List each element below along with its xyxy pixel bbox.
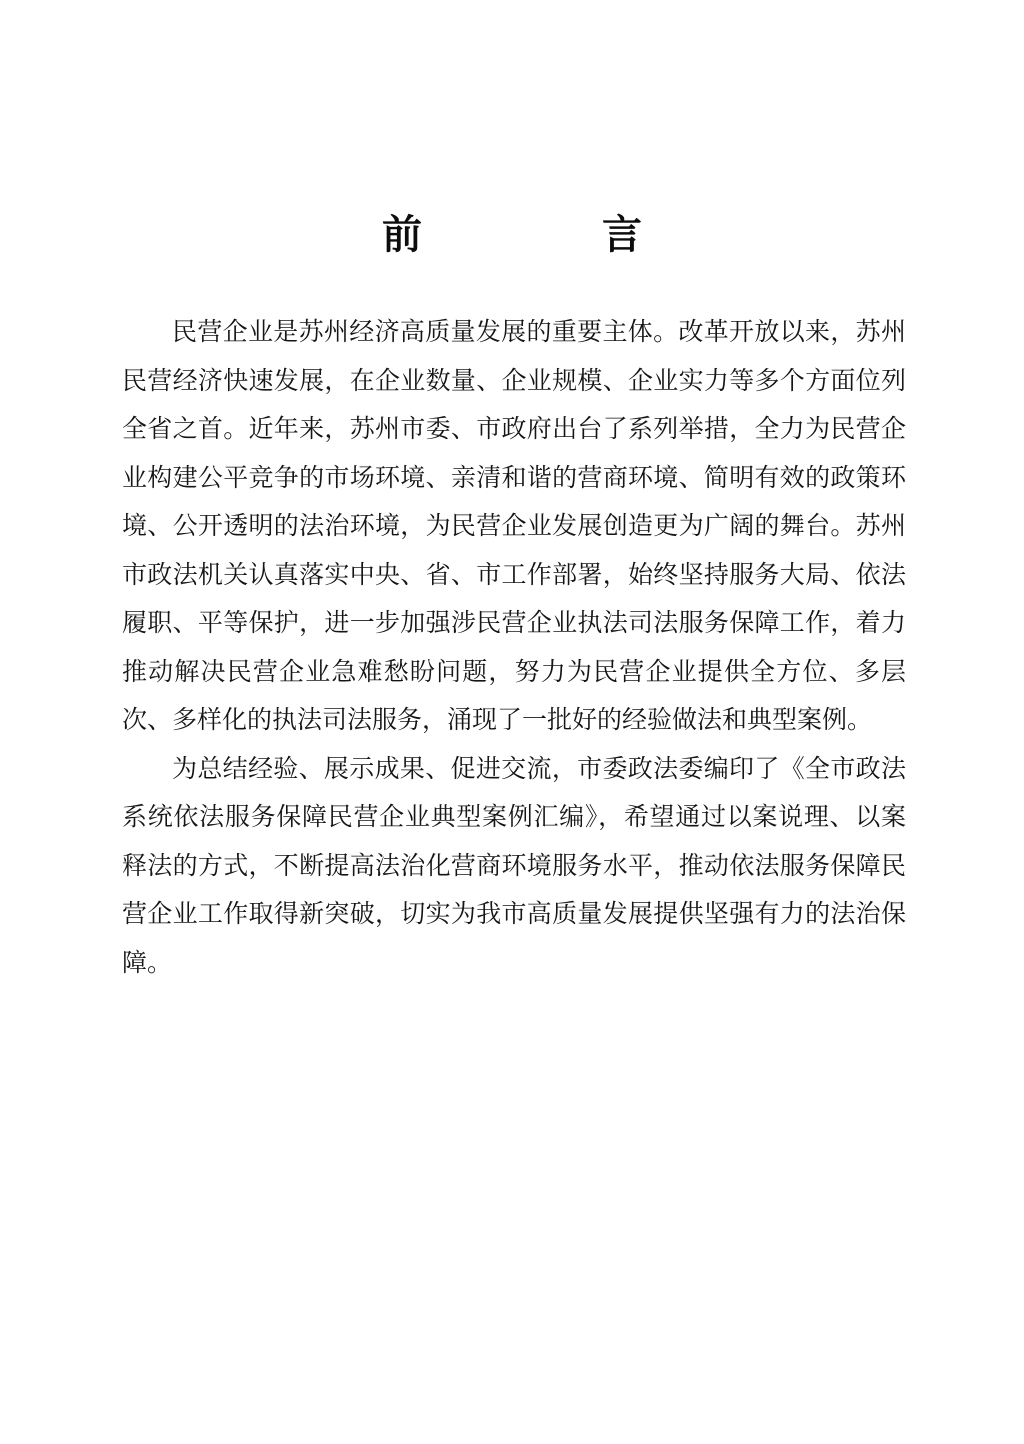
page-title: 前 言 <box>382 211 712 258</box>
document-body <box>122 308 906 987</box>
paragraph-2: 为总结经验、展示成果、促进交流，市委政法委编印了《全市政法系统依法服务保障民营企业典型案例汇编》，希望通过以案说理、以案释法的方式，不断提高法治化营商环境服务水平，推动依法服务保障民营企业工作取得新突破，切实为我市高质量发展提供坚强有力的法治保障。 <box>122 753 906 977</box>
paragraph-1: 民营企业是苏州经济高质量发展的重要主体。改革开放以来，苏州民营经济快速发展，在企业数量、企业规模、企业实力等多个方面位列全省之首。近年来，苏州市委、市政府出台了系列举措，全力为民营企业构建公平竞争的市场环境、亲清和谐的营商环境、简明有效的政策环境、公开透明的法治环境，为民营企业发展创造更为广阔的舞台。苏州市政法机关认真落实中央、省、市工作部署，始终坚持服务大局、依法履职、平等保护，进一步加强涉民营企业执法司法服务保障工作，着力推动解决民营企业急难愁盼问题，努力为民营企业提供全方位、多层次、多样化的执法司法服务，涌现了一批好的经验做法和典型案例。 <box>122 317 906 734</box>
